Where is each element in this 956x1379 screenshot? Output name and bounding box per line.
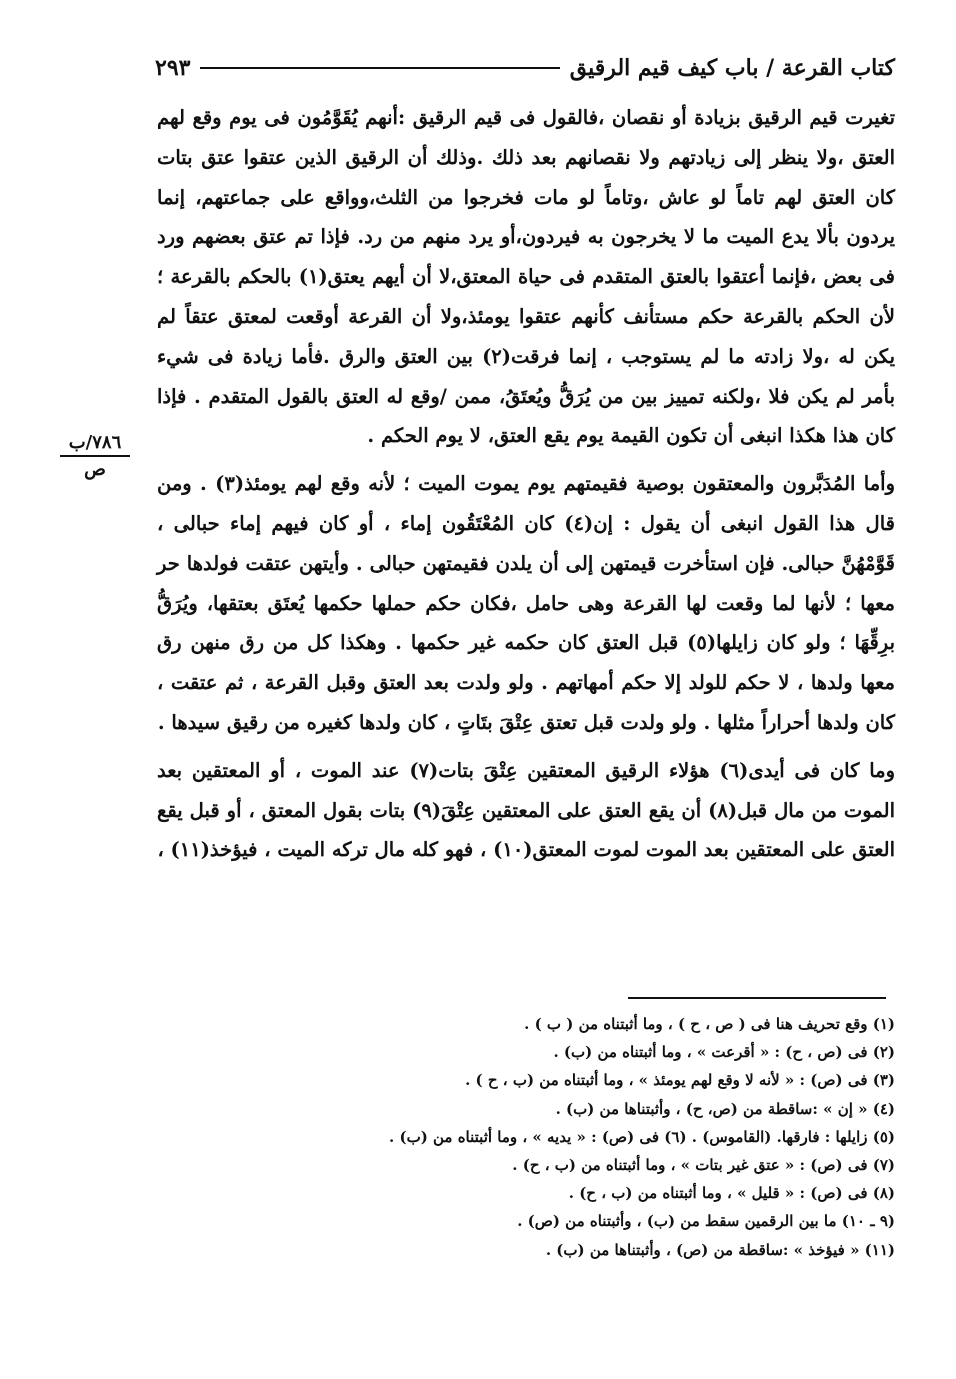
manuscript-folio-note xyxy=(60,432,130,480)
footnote: (١) وقع تحريف هنا فى ( ص ، ح ) ، وما أثبتناه من ( ب ) . xyxy=(524,1015,895,1033)
paragraph: تغيرت قيم الرقيق بزيادة أو نقصان ،فالقول فى قيم الرقيق :أنهم يُقَوَّمُون فى يوم وقع لهم العتق ،ولا ينظر إلى زيادتهم ولا نقصانهم بعد ذلك .وذلك أن الرقيق الذين عتقوا عتق بتات كان العتق لهم تاماً لو عاش ،وتاماً لو مات فخرجوا من الثلث،وواقع على جماعتهم، إنما يردون بألا يدع الميت ما لا يخرجون به فيردون،أو يرد منهم من رد. فإذا تم عتق بعضهم ورد فى بعض ،فإنما أعتقوا بالعتق المتقدم فى حياة المعتق،لا أن أيهم يعتق(١) بالحكم بالقرعة ؛لأن الحكم بالقرعة حكم مستأنف كأنهم عتقوا يومئذ،ولا أن القرعة أوقعت لمعتق عتقاً لم يكن له ،ولا زادته ما لم يستوجب ، إنما فرقت(٢) بين العتق والرق .فأما زيادة فى شيء بأمر لم يكن فلا ،ولكنه تمييز بين من يُرَقُّ ويُعتَقُ، ممن /وقع له العتق بالقول المتقدم . فإذا كان هذا هكذا انبغى أن تكون القيمة يوم يقع العتق، لا يوم الحكم . xyxy=(157,106,895,448)
footnote: (٨) فى (ص) : « قليل » ، وما أثبتناه من (ب ، ح) . xyxy=(568,1184,895,1203)
manuscript-siglum: ص xyxy=(84,459,106,480)
page-header xyxy=(155,48,895,88)
main-text xyxy=(157,98,895,870)
header-rule xyxy=(200,67,559,69)
footnote-separator xyxy=(628,997,886,999)
footnote: (٥) زايلها : فارقها. (القاموس) . (٦) فى (ص) : « يديه » ، وما أثبتناه من (ب) . xyxy=(389,1127,895,1146)
folio-number: ٧٨٦/ب xyxy=(60,432,130,457)
paragraph: وأما المُدَبَّرون والمعتقون بوصية فقيمتهم يوم يموت الميت ؛ لأنه وقع لهم يومئذ(٣) . ومن قال هذا القول انبغى أن يقول : إن(٤) كان المُعْتَقُون إماء ، أو كان فيهم إماء حبالى ، قَوَّمْهُنَّ حبالى. فإن استأخرت قيمتهن إلى أن يلدن فقيمتهن حبالى . وأيتهن عتقت فولدها حر معها ؛ لأنها لما وقعت لها القرعة وهى حامل ،فكان حكم حملها حكمها يُعتَق بعتقها، ويُرَقُّ برِقِّهَا ؛ ولو كان زايلها(٥) قبل العتق كان حكمه غير حكمها . وهكذا كل من رق منهن رق معها ولدها ، لا حكم للولد إلا حكم أمهاتهم . ولو ولدت بعد العتق وقبل القرعة ، ثم عتقت ، كان ولدها أحراراً مثلها . ولو ولدت قبل تعتق عِتْقَ بتَاتٍ ، كان ولدها كغيره من رقيق سيدها . xyxy=(157,472,895,734)
running-head: كتاب القرعة / باب كيف قيم الرقيق xyxy=(569,55,895,81)
footnote: (٩ ـ ١٠) ما بين الرقمين سقط من (ب) ، وأثبتناه من (ص) . xyxy=(517,1212,895,1231)
footnote: (٤) « إن » :ساقطة من (ص، ح) ، وأثبتناها من (ب) . xyxy=(555,1099,895,1118)
paragraph: وما كان فى أيدى(٦) هؤلاء الرقيق المعتقين عِتْقَ بتات(٧) عند الموت ، أو المعتقين بعد الموت من مال قبل(٨) أن يقع العتق على المعتقين عِتْقَ(٩) بتات بقول المعتق ، أو قبل يقع العتق على المعتقين بعد الموت لموت المعتق(١٠) ، فهو كله مال تركه الميت ، فيؤخذ(١١) ، xyxy=(157,758,895,862)
page-number: ٢٩٣ xyxy=(155,55,191,81)
footnotes xyxy=(157,1010,895,1264)
footnote: (١١) « فيؤخذ » :ساقطة من (ص) ، وأثبتناها من (ب) . xyxy=(545,1240,895,1259)
footnote: (٢) فى (ص ، ح) : « أقرعت » ، وما أثبتناه من (ب) . xyxy=(553,1043,895,1062)
footnote: (٣) فى (ص) : « لأنه لا وقع لهم يومئذ » ، وما أثبتناه من (ب ، ح ) . xyxy=(465,1071,895,1090)
footnote: (٧) فى (ص) : « عتق غير بتات » ، وما أثبتناه من (ب ، ح) . xyxy=(512,1156,895,1175)
